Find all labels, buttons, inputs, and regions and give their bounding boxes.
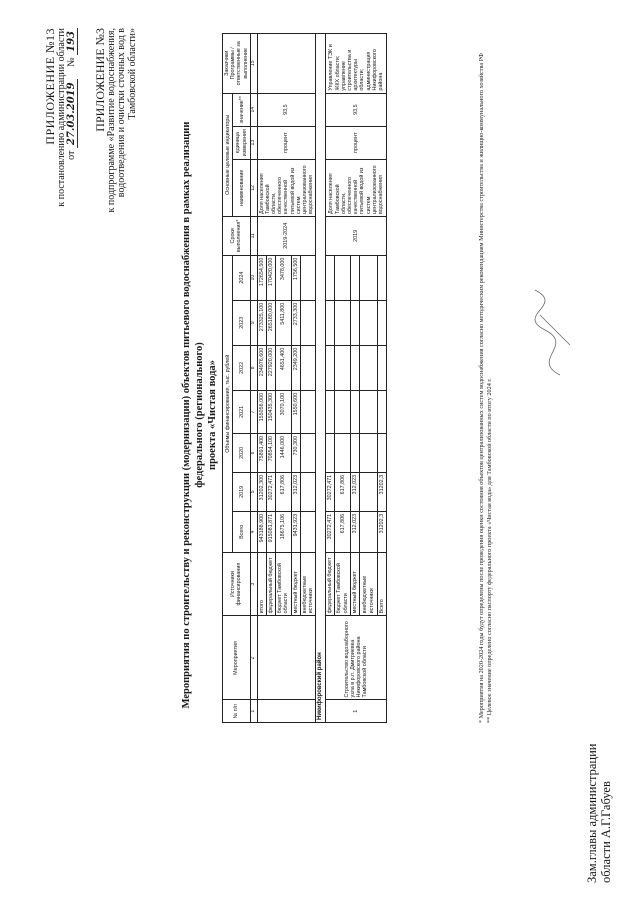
- value-cell: [350, 433, 359, 472]
- value-cell: 75891,400: [257, 433, 266, 472]
- value-cell: [350, 390, 359, 433]
- source-cell: федеральный бюджет: [266, 552, 275, 616]
- number-prefix: №: [66, 57, 78, 67]
- appendix-3-line1: к подпрограмме «Развитие водоснабжения,: [105, 28, 117, 213]
- summary-num-cell: [257, 700, 316, 723]
- index-cell: 12: [250, 159, 257, 216]
- index-cell: 3: [250, 552, 257, 616]
- value-cell: [350, 345, 359, 390]
- value-cell: 30272,471: [266, 472, 275, 511]
- value-cell: [360, 255, 378, 300]
- source-cell: итого: [257, 552, 266, 616]
- funding-table: [222, 33, 387, 723]
- summary-measure-cell: [257, 616, 316, 700]
- district-name: Никифоровский район: [316, 34, 326, 723]
- appendix-13-title: ПРИЛОЖЕНИЕ №13: [43, 28, 57, 145]
- value-cell: 4651,400: [276, 345, 292, 390]
- value-cell: 617,806: [335, 511, 350, 552]
- value-cell: [360, 300, 378, 345]
- col-ind-name-header: наименование: [233, 159, 250, 216]
- index-cell: 4: [250, 511, 257, 552]
- index-cell: 7: [250, 390, 257, 433]
- value-cell: 9431,923: [291, 511, 300, 552]
- value-cell: 227920,000: [266, 345, 275, 390]
- source-cell: федеральный бюджет: [326, 552, 335, 616]
- value-cell: [326, 255, 335, 300]
- appendix-3-line3: Тамбовской области»: [126, 28, 138, 120]
- value-cell: [360, 472, 378, 511]
- value-cell: 234976,600: [257, 345, 266, 390]
- summary-row-total: [257, 34, 266, 723]
- project-indicator: Доля населения Тамбовской области, обеспеченного качественной питьевой водой из систем централизованного водоснабжения: [326, 159, 387, 216]
- appendix-3-block: [94, 28, 138, 212]
- project-measure: Строительство водозаборного узла в р.п. Дмитриевка Никифоровского района Тамбовской области: [326, 616, 387, 700]
- project-unit: процент: [326, 126, 387, 159]
- value-cell: 5411,800: [276, 300, 292, 345]
- summary-value-cell: 93,5: [257, 93, 316, 126]
- value-cell: [378, 433, 387, 472]
- source-cell: Всего: [378, 552, 387, 616]
- source-cell: местный бюджет: [350, 552, 359, 616]
- value-cell: 2349,200: [291, 345, 300, 390]
- index-cell: 6: [250, 433, 257, 472]
- value-cell: [335, 345, 350, 390]
- district-row: [316, 34, 326, 723]
- value-cell: 70854,100: [266, 433, 275, 472]
- date-prefix: от: [66, 150, 78, 160]
- source-cell: внебюджетные источники: [300, 552, 316, 616]
- column-index-row: [250, 34, 257, 723]
- value-cell: [350, 300, 359, 345]
- value-cell: [360, 433, 378, 472]
- footnote-2: ** Целевое значение определено согласно паспорту федерального проекта «Чистая вода» для Тамбовской области по итогу 2024 г.: [485, 378, 493, 723]
- appendix-13-line1: к постановлению администрации области: [55, 28, 67, 207]
- col-total-header: Всего: [233, 511, 250, 552]
- project-customer: Управление ТЭК и ЖКХ области; управление строительства и архитектуры области; администрация Никифоровского района: [326, 34, 387, 94]
- summary-indicator-cell: Доля населения Тамбовской области, обеспеченного качественной питьевой водой из систем централизованного водоснабжения: [257, 159, 316, 216]
- col-2019-header: 2019: [233, 472, 250, 511]
- value-cell: 312,023: [291, 472, 300, 511]
- value-cell: [335, 390, 350, 433]
- index-cell: 9: [250, 300, 257, 345]
- value-cell: [378, 345, 387, 390]
- value-cell: [300, 255, 316, 300]
- value-cell: 3070,100: [276, 390, 292, 433]
- project-row-federal: [326, 34, 335, 723]
- col-2023-header: 2023: [233, 300, 250, 345]
- value-cell: 31202,3: [378, 472, 387, 511]
- index-cell: 10: [250, 255, 257, 300]
- index-cell: 2: [250, 616, 257, 700]
- appendix-3-line2: водоотведения и очистки сточных вод в: [116, 28, 128, 198]
- value-cell: 312,023: [350, 511, 359, 552]
- col-2024-header: 2024: [233, 255, 250, 300]
- value-cell: [326, 433, 335, 472]
- value-cell: 155056,000: [257, 390, 266, 433]
- value-cell: [350, 255, 359, 300]
- value-cell: [360, 345, 378, 390]
- signature-line2: области А.Г.Габуев: [599, 781, 614, 883]
- value-cell: 1550,600: [291, 390, 300, 433]
- value-cell: [326, 345, 335, 390]
- col-2022-header: 2022: [233, 345, 250, 390]
- value-cell: [300, 300, 316, 345]
- project-num: 1: [326, 700, 387, 723]
- header-row-1: [223, 34, 233, 723]
- source-cell: бюджет Тамбовской области: [335, 552, 350, 616]
- appendix-13-date-line: [67, 28, 78, 207]
- source-cell: бюджет Тамбовской области: [276, 552, 292, 616]
- value-cell: [378, 390, 387, 433]
- appendix-3-title: ПРИЛОЖЕНИЕ №3: [93, 28, 107, 132]
- value-cell: 1446,000: [276, 433, 292, 472]
- col-sources-header: Источники финансирования: [223, 552, 251, 616]
- document-title: [180, 105, 219, 725]
- value-cell: [300, 390, 316, 433]
- value-cell: [300, 433, 316, 472]
- value-cell: 617,806: [276, 472, 292, 511]
- value-cell: 30272,471: [326, 511, 335, 552]
- col-measures-header: Мероприятия: [223, 616, 251, 700]
- value-cell: 3478,000: [276, 255, 292, 300]
- col-num-header: № п/п: [223, 700, 251, 723]
- value-cell: 273325,100: [257, 300, 266, 345]
- index-cell: 14: [250, 93, 257, 126]
- value-cell: [360, 511, 378, 552]
- value-cell: [335, 433, 350, 472]
- handwritten-number: 193: [66, 28, 78, 55]
- col-2020-header: 2020: [233, 433, 250, 472]
- summary-customer-cell: [257, 34, 316, 94]
- index-cell: 1: [250, 700, 257, 723]
- value-cell: 1756,500: [291, 255, 300, 300]
- col-ind-value-header: значение**: [233, 93, 250, 126]
- title-line2: проекта «Чистая вода»: [207, 360, 219, 470]
- col-term-header: Сроки выполнения*: [223, 217, 251, 256]
- value-cell: 730,300: [291, 433, 300, 472]
- value-cell: 312,023: [350, 472, 359, 511]
- value-cell: 2733,300: [291, 300, 300, 345]
- source-cell: внебюджетные источники: [360, 552, 378, 616]
- summary-unit-cell: процент: [257, 126, 316, 159]
- value-cell: [335, 300, 350, 345]
- value-cell: 915081,871: [266, 511, 275, 552]
- value-cell: 170420,000: [266, 255, 275, 300]
- value-cell: 943188,900: [257, 511, 266, 552]
- value-cell: 150435,300: [266, 390, 275, 433]
- footnotes: [478, 33, 494, 723]
- value-cell: [360, 390, 378, 433]
- value-cell: 617,806: [335, 472, 350, 511]
- project-value: 93,5: [326, 93, 387, 126]
- project-term: 2019: [326, 217, 387, 256]
- funding-group-header: Объемы финансирования, тыс. рублей: [223, 255, 233, 552]
- footnote-1: * Мероприятия на 2020-2024 годы будут определены после проведения оценки состояния объектов централизованных систем водоснабжения согласно методическим рекомендациям Министерства строительства и жилищно-коммунального хозяйства РФ: [478, 53, 485, 723]
- title-line1: Мероприятия по строительству и реконструкции (модернизации) объектов питьевого водоснабжения в рамках реализации федерального (регионального): [181, 121, 206, 709]
- index-cell: 8: [250, 345, 257, 390]
- value-cell: [378, 300, 387, 345]
- col-2021-header: 2021: [233, 390, 250, 433]
- value-cell: 18675,106: [276, 511, 292, 552]
- index-cell: 13: [250, 126, 257, 159]
- value-cell: [300, 345, 316, 390]
- source-cell: местный бюджет: [291, 552, 300, 616]
- value-cell: [326, 300, 335, 345]
- summary-term-cell: 2019-2024: [257, 217, 316, 256]
- value-cell: 265180,000: [266, 300, 275, 345]
- appendix-13-block: [44, 28, 78, 207]
- value-cell: [300, 511, 316, 552]
- index-cell: 11: [250, 217, 257, 256]
- col-customers-header: Заказчики Программы / ответственные за выполнение: [223, 34, 251, 94]
- value-cell: 30272,471: [326, 472, 335, 511]
- value-cell: 31202,3: [378, 511, 387, 552]
- signature-block: [585, 744, 614, 883]
- value-cell: [300, 472, 316, 511]
- handwritten-date: 27.03.2019: [66, 79, 78, 148]
- value-cell: [378, 255, 387, 300]
- col-ind-unit-header: единица измерения: [233, 126, 250, 159]
- value-cell: 172654,500: [257, 255, 266, 300]
- index-cell: 15: [250, 34, 257, 94]
- handwritten-signature: [520, 265, 580, 385]
- indicators-group-header: Основные целевые индикаторы: [223, 93, 233, 216]
- value-cell: [335, 255, 350, 300]
- value-cell: [326, 390, 335, 433]
- signature-line1: Зам.главы администрации: [585, 743, 599, 883]
- index-cell: 5: [250, 472, 257, 511]
- value-cell: 31202,300: [257, 472, 266, 511]
